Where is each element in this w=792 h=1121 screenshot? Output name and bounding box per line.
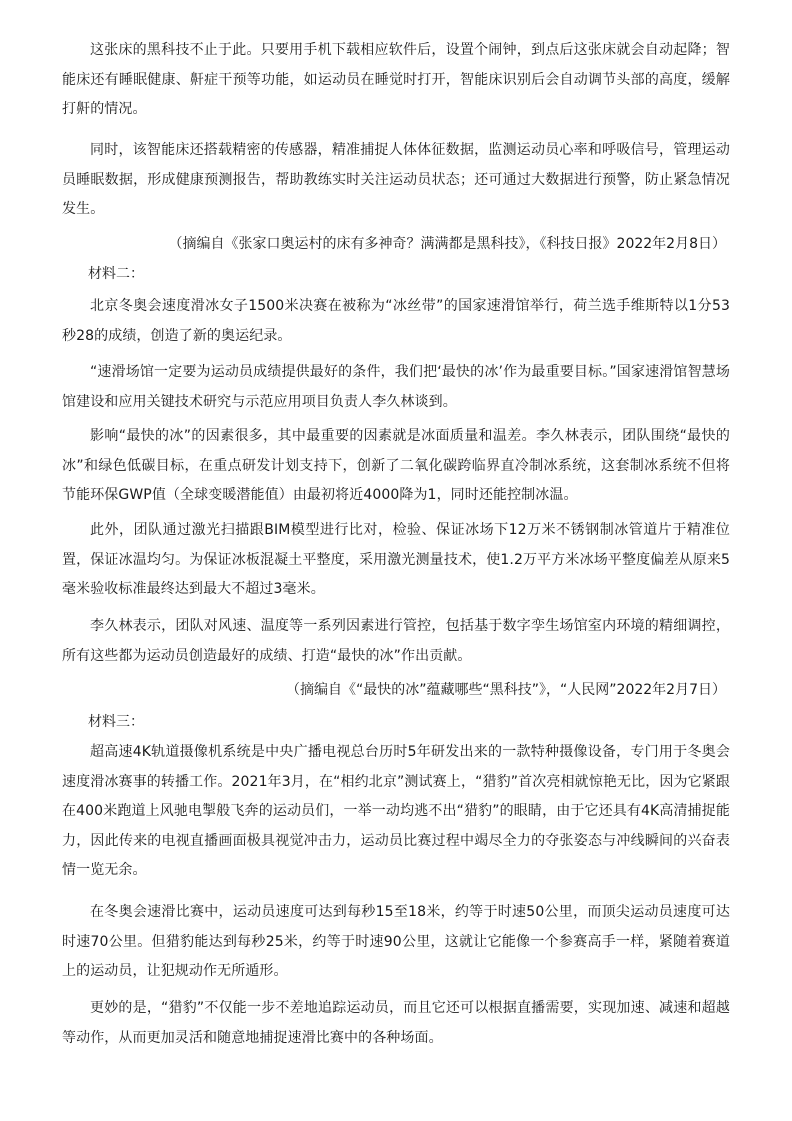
paragraph-camera-tracking: 更妙的是，“猎豹”不仅能一步不差地追踪运动员，而且它还可以根据直播需要，实现加速、减速和超越等动作，从而更加灵活和随意地捕捉速滑比赛中的各种场面。 xyxy=(62,1000,730,1046)
paragraph-fastest-ice-quote: “速滑场馆一定要为运动员成绩提供最好的条件，我们把‘最快的冰’作为最重要目标。”国家速滑馆智慧场馆建设和应用关键技术研究与示范应用项目负责人李久林谈到。 xyxy=(62,364,730,410)
paragraph-4k-camera: 超高速4K轨道摄像机系统是中央广播电视总台历时5年研发出来的一款特种摄像设备，专门用于冬奥会速度滑冰赛事的转播工作。2021年3月，在“相约北京”测试赛上，“猎豹”首次亮相就惊艳无比，因为它紧跟在400米跑道上风驰电掣般飞奔的运动员们，一举一动均逃不出“猎豹”的眼睛，由于它还具有4K高清捕捉能力，因此传来的电视直播画面极具视觉冲击力，运动员比赛过程中竭尽全力的夺张姿态与冲线瞬间的兴奋表情一览无余。 xyxy=(62,744,730,879)
source-citation-1: （摘编自《张家口奥运村的床有多神奇？满满都是黑科技》，《科技日报》2022年2月8日） xyxy=(168,236,726,252)
paragraph-speed-skating-record: 北京冬奥会速度滑冰女子1500米决赛在被称为“冰丝带”的国家速滑馆举行，荷兰选手维斯特以1分53秒28的成绩，创造了新的奥运纪录。 xyxy=(62,298,730,344)
paragraph-smart-bed-sensors: 同时，该智能床还搭载精密的传感器，精准捕捉人体体征数据，监测运动员心率和呼吸信号，管理运动员睡眠数据，形成健康预测报告，帮助教练实时关注运动员状态；还可通过大数据进行预警，防止紧急情况发生。 xyxy=(62,142,730,218)
paragraph-ice-factors: 影响“最快的冰”的因素很多，其中最重要的因素就是冰面质量和温差。李久林表示，团队围绕“最快的冰”和绿色低碳目标，在重点研发计划支持下，创新了二氧化碳跨临界直冷制冰系统，这套制冰系统不但将节能环保GWP值（全球变暖潜能值）由最初将近4000降为1，同时还能控制冰温。 xyxy=(62,428,730,504)
material-three-heading: 材料三： xyxy=(88,714,144,730)
paragraph-camera-speed: 在冬奥会速滑比赛中，运动员速度可达到每秒15至18米，约等于时速50公里，而顶尖运动员速度可达时速70公里。但猎豹能达到每秒25米，约等于时速90公里，这就让它能像一个参赛高手一样，紧随着赛道上的运动员，让犯规动作无所遁形。 xyxy=(62,904,730,980)
material-two-heading: 材料二： xyxy=(88,266,144,282)
source-citation-2: （摘编自《“最快的冰”蕴藏哪些“黑科技”》，“人民网”2022年2月7日） xyxy=(286,682,726,698)
paragraph-environment-control: 李久林表示，团队对风速、温度等一系列因素进行管控，包括基于数字孪生场馆室内环境的精细调控，所有这些都为运动员创造最好的成绩、打造“最快的冰”作出贡献。 xyxy=(62,618,730,664)
paragraph-laser-scanning: 此外，团队通过激光扫描跟BIM模型进行比对，检验、保证冰场下12万米不锈钢制冰管道片于精准位置，保证冰温均匀。为保证冰板混凝土平整度，采用激光测量技术，使1.2万平方米冰场平整度偏差从原来5毫米验收标准最终达到最大不超过3毫米。 xyxy=(62,522,730,598)
paragraph-smart-bed-features: 这张床的黑科技不止于此。只要用手机下载相应软件后，设置个闹钟，到点后这张床就会自动起降；智能床还有睡眠健康、鼾症干预等功能，如运动员在睡觉时打开，智能床识别后会自动调节头部的高度，缓解打鼾的情况。 xyxy=(62,42,730,118)
